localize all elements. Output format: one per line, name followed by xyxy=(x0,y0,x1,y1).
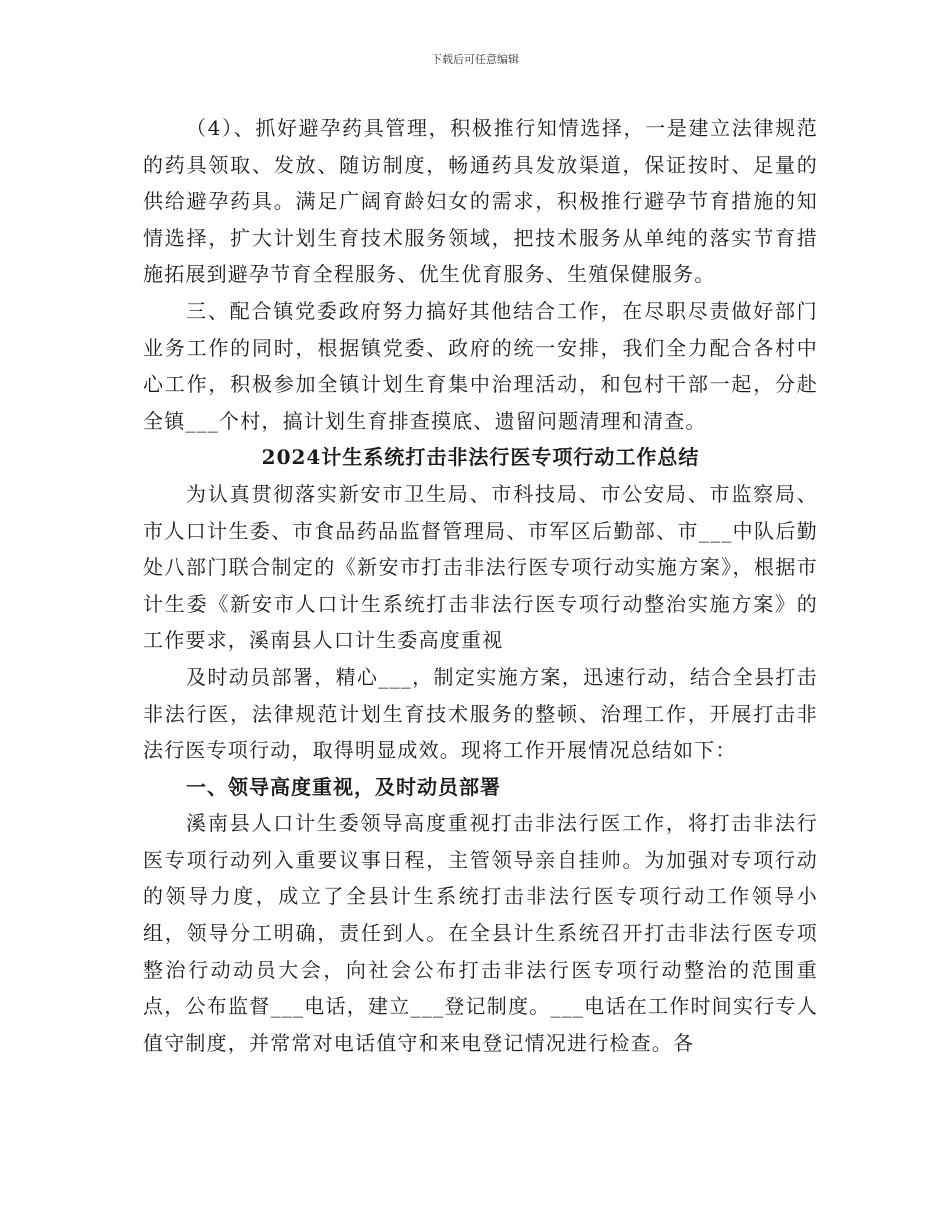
paragraph-intro: 为认真贯彻落实新安市卫生局、市科技局、市公安局、市监察局、市人口计生委、市食品药品监督管理局、市军区后勤部、市___中队后勤处八部门联合制定的《新安市打击非法行医专项行动实施方案》，根据市计生委《新安市人口计生系统打击非法行医专项行动整治实施方案》的工作要求，溪南县人口计生委高度重视 xyxy=(143,481,818,653)
paragraph-intro-continued: 及时动员部署，精心___，制定实施方案，迅速行动，结合全县打击非法行医，法律规范计划生育技术服务的整顿、治理工作，开展打击非法行医专项行动，取得明显成效。现将工作开展情况总结如下： xyxy=(143,664,818,763)
section-heading-1: 一、领导高度重视，及时动员部署 xyxy=(186,774,501,799)
paragraph-cooperate-town-work: 三、配合镇党委政府努力搞好其他结合工作，在尽职尽责做好部门业务工作的同时，根据镇党委、政府的统一安排，我们全力配合各村中心工作，积极参加全镇计划生育集中治理活动，和包村干部一起，分赴全镇___个村，搞计划生育排查摸底、遗留问题清理和清查。 xyxy=(143,298,818,433)
document-title: 2024计生系统打击非法行医专项行动工作总结 xyxy=(261,445,700,470)
paragraph-leadership: 溪南县人口计生委领导高度重视打击非法行医工作，将打击非法行医专项行动列入重要议事日程，主管领导亲自挂帅。为加强对专项行动的领导力度，成立了全县计生系统打击非法行医专项行动工作领导小组，领导分工明确，责任到人。在全县计生系统召开打击非法行医专项整治行动动员大会，向社会公布打击非法行医专项行动整治的范围重点，公布监督___电话，建立___登记制度。___电话在工作时间实行专人值守制度，并常常对电话值守和来电登记情况进行检查。各 xyxy=(143,811,818,1055)
document-body xyxy=(143,110,818,1061)
page-header-note: 下载后可任意编辑 xyxy=(431,53,519,66)
paragraph-contraceptive-management: （4）、抓好避孕药具管理，积极推行知情选择，一是建立法律规范的药具领取、发放、随访制度，畅通药具发放渠道，保证按时、足量的供给避孕药具。满足广阔育龄妇女的需求，积极推行避孕节育措施的知情选择，扩大计划生育技术服务领域，把技术服务从单纯的落实节育措施拓展到避孕节育全程服务、优生优育服务、生殖保健服务。 xyxy=(143,116,818,287)
